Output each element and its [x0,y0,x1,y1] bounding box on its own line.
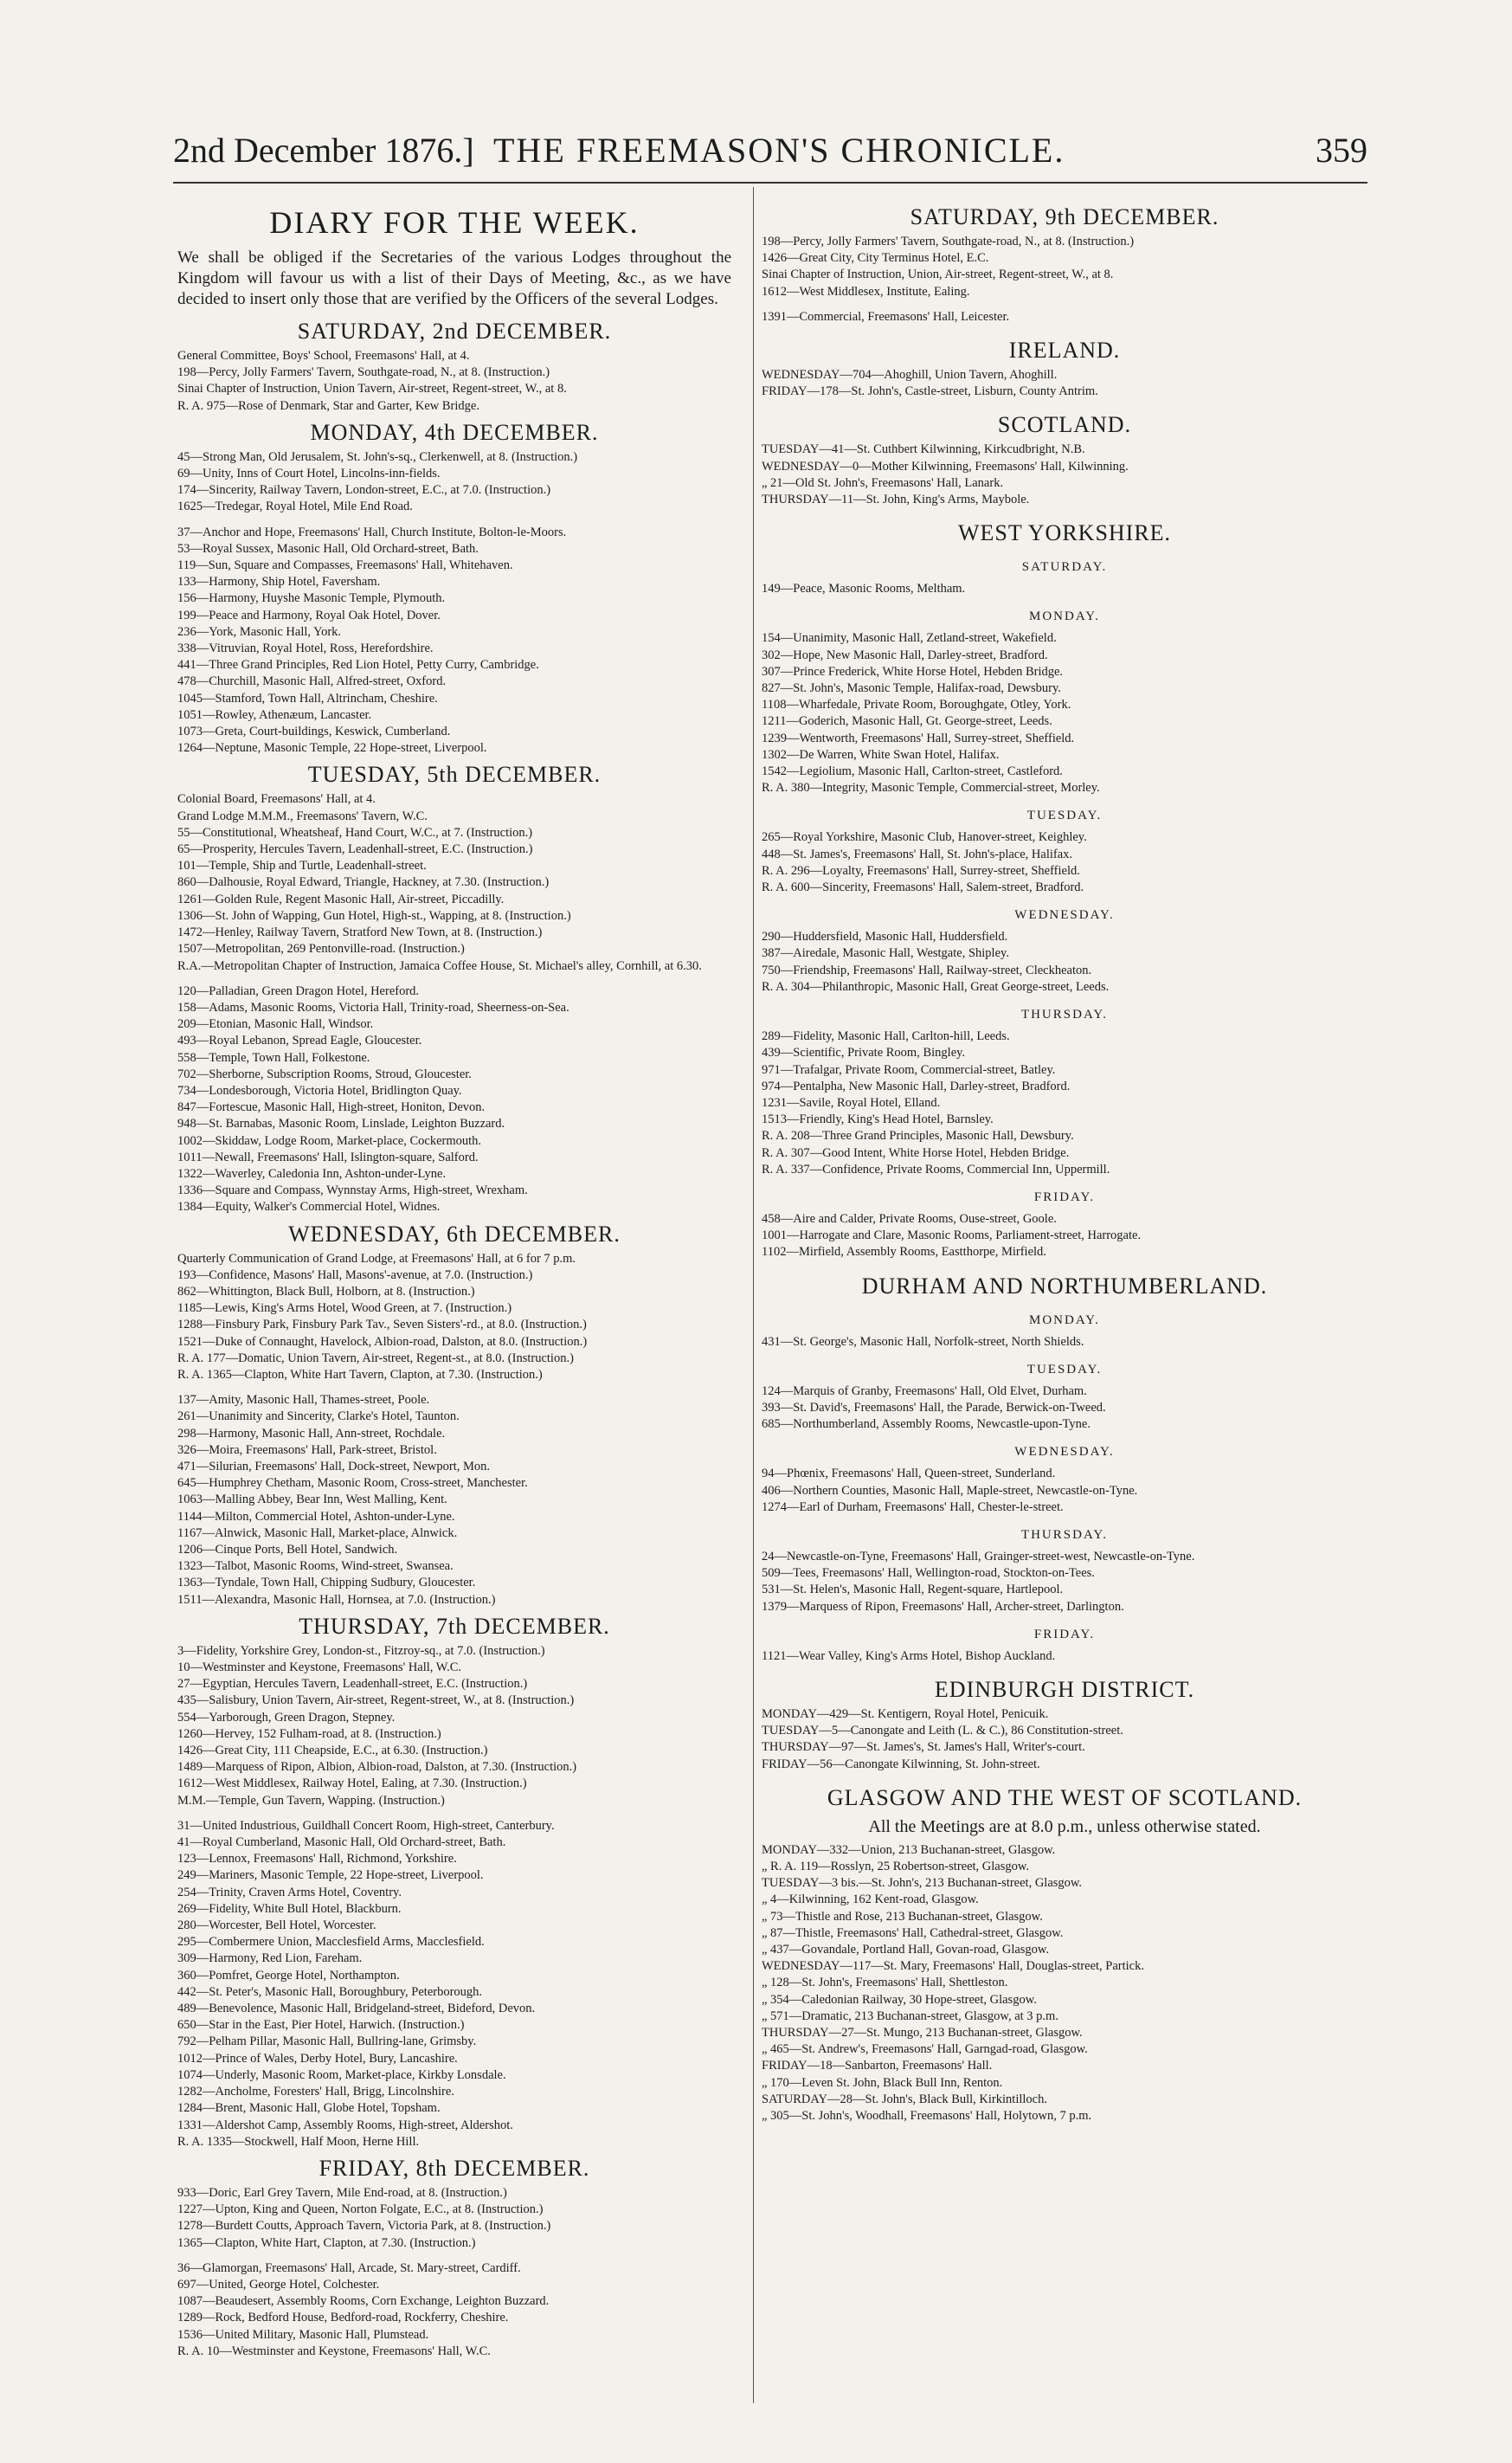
region-heading: WEST YORKSHIRE. [957,520,1172,546]
lodge-entry: 792—Pelham Pillar, Masonic Hall, Bullring-lane, Grimsby. [177,2034,477,2049]
lodge-entry: 254—Trinity, Craven Arms Hotel, Coventry. [177,1885,402,1899]
lodge-entry: R. A. 177—Domatic, Union Tavern, Air-street, Regent-st., at 8.0. (Instruction.) [177,1351,574,1365]
lodge-entry: TUESDAY—3 bis.—St. John's, 213 Buchanan-street, Glasgow. [762,1876,1083,1891]
lodge-entry: 338—Vitruvian, Royal Hotel, Ross, Herefordshire. [177,642,434,656]
lodge-entry: 1231—Savile, Royal Hotel, Elland. [762,1095,941,1110]
lodge-entry: 1206—Cinque Ports, Bell Hotel, Sandwich. [177,1543,398,1557]
lodge-entry: 448—St. James's, Freemasons' Hall, St. John's-place, Halifax. [762,847,1073,861]
lodge-entry: R. A. 337—Confidence, Private Rooms, Commercial Inn, Uppermill. [762,1162,1110,1177]
lodge-entry: 307—Prince Frederick, White Horse Hotel, Hebden Bridge. [762,664,1064,679]
lodge-entry: R. A. 1365—Clapton, White Hart Tavern, Clapton, at 7.30. (Instruction.) [177,1367,543,1382]
lodge-entry: 198—Percy, Jolly Farmers' Tavern, Southgate-road, N., at 8. (Instruction.) [762,235,1135,248]
lodge-entry: 387—Airedale, Masonic Hall, Westgate, Shipley. [762,946,1009,961]
lodge-entry: 154—Unanimity, Masonic Hall, Zetland-street, Wakefield. [762,631,1057,646]
lodge-entry: 1426—Great City, City Terminus Hotel, E.C. [762,251,989,266]
region-heading: SCOTLAND. [997,412,1132,438]
lodge-entry: 862—Whittington, Black Bull, Holborn, at 8. (Instruction.) [177,1284,475,1299]
lodge-entry: 41—Royal Cumberland, Masonic Hall, Old Orchard-street, Bath. [177,1835,506,1850]
lodge-entry: 298—Harmony, Masonic Hall, Ann-street, Rochdale. [177,1426,446,1441]
lodge-entry: 31—United Industrious, Guildhall Concert Room, High-street, Canterbury. [177,1818,555,1833]
lodge-entry: 974—Pentalpha, New Masonic Hall, Darley-street, Bradford. [762,1079,1071,1093]
lodge-entry: R. A. 600—Sincerity, Freemasons' Hall, Salem-street, Bradford. [762,880,1084,895]
lodge-entry: 393—St. David's, Freemasons' Hall, the Parade, Berwick-on-Tweed. [762,1400,1106,1415]
lodge-entry: 24—Newcastle-on-Tyne, Freemasons' Hall, Grainger-street-west, Newcastle-on-Tyne. [762,1549,1195,1564]
group-gap [177,2252,731,2260]
lodge-entry: 1542—Legiolium, Masonic Hall, Carlton-street, Castleford. [762,764,1063,779]
lodge-entry: Sinai Chapter of Instruction, Union Tavern, Air-street, Regent-street, W., at 8. [177,382,567,397]
lodge-entry: 971—Trafalgar, Private Room, Commercial-street, Batley. [762,1062,1056,1077]
lodge-entry: 1087—Beaudesert, Assembly Rooms, Corn Exchange, Leighton Buzzard. [177,2294,550,2309]
lodge-entry: 1511—Alexandra, Masonic Hall, Hornsea, at 7.0. (Instruction.) [177,1592,496,1607]
lodge-entry: 45—Strong Man, Old Jerusalem, St. John's-sq., Clerkenwell, at 8. (Instruction.) [177,449,578,464]
lodge-entry: 156—Harmony, Huyshe Masonic Temple, Plymouth. [177,591,446,606]
lodge-entry: 471—Silurian, Freemasons' Hall, Dock-street, Newport, Mon. [177,1459,491,1473]
lodge-entry: 1063—Malling Abbey, Bear Inn, West Malling, Kent. [177,1493,447,1507]
region-heading: IRELAND. [1008,338,1121,364]
lodge-entry: 478—Churchill, Masonic Hall, Alfred-street, Oxford. [177,674,447,689]
lodge-entry: 1365—Clapton, White Hart, Clapton, at 7.30. (Instruction.) [177,2235,476,2250]
lodge-entry: 493—Royal Lebanon, Spread Eagle, Gloucester. [177,1034,422,1048]
region-heading: EDINBURGH DISTRICT. [934,1676,1195,1702]
lodge-entry: „ 128—St. John's, Freemasons' Hall, Shettleston. [762,1976,1008,1990]
lodge-entry: 1625—Tredegar, Royal Hotel, Mile End Road. [177,500,413,514]
diary-title: DIARY FOR THE WEEK. [269,205,640,240]
left-column [177,192,731,2360]
page-header [173,130,1367,178]
lodge-entry: 124—Marquis of Granby, Freemasons' Hall, Old Elvet, Durham. [762,1383,1087,1398]
lodge-entry: 36—Glamorgan, Freemasons' Hall, Arcade, St. Mary-street, Cardiff. [177,2260,521,2275]
lodge-entry: R. A. 296—Loyalty, Freemasons' Hall, Surrey-street, Sheffield. [762,863,1080,878]
lodge-entry: 1612—West Middlesex, Institute, Ealing. [762,284,970,299]
lodge-entry: 1260—Hervey, 152 Fulham-road, at 8. (Instruction.) [177,1726,441,1741]
header-rule [173,182,1367,184]
lodge-entry: General Committee, Boys' School, Freemasons' Hall, at 4. [177,349,470,363]
lodge-entry: 1102—Mirfield, Assembly Rooms, Eastthorpe, Mirfield. [762,1245,1046,1260]
lodge-entry: Quarterly Communication of Grand Lodge, at Freemasons' Hall, at 6 for 7 p.m. [177,1251,576,1266]
region-heading: DURHAM AND NORTHUMBERLAND. [861,1273,1268,1299]
lodge-entry: „ 465—St. Andrew's, Freemasons' Hall, Garngad-road, Glasgow. [762,2042,1088,2057]
lodge-entry: „ R. A. 119—Rosslyn, 25 Robertson-street, Glasgow. [762,1859,1030,1873]
lodge-entry: 458—Aire and Calder, Private Rooms, Ouse-street, Goole. [762,1211,1057,1226]
lodge-entry: THURSDAY—27—St. Mungo, 213 Buchanan-street, Glasgow. [762,2026,1083,2041]
lodge-entry: 1302—De Warren, White Swan Hotel, Halifax. [762,747,1000,762]
lodge-entry: 442—St. Peter's, Masonic Hall, Boroughbury, Peterborough. [177,1984,483,1999]
lodge-entry: 289—Fidelity, Masonic Hall, Carlton-hill, Leeds. [762,1029,1010,1044]
lodge-entry: 137—Amity, Masonic Hall, Thames-street, Poole. [177,1393,430,1408]
lodge-entry: 1185—Lewis, King's Arms Hotel, Wood Green, at 7. (Instruction.) [177,1301,512,1316]
lodge-entry: 101—Temple, Ship and Turtle, Leadenhall-street. [177,859,427,874]
lodge-entry: TUESDAY—5—Canongate and Leith (L. & C.), 86 Constitution-street. [762,1724,1123,1738]
lodge-entry: 1144—Milton, Commercial Hotel, Ashton-under-Lyne. [177,1509,455,1524]
lodge-entry: 3—Fidelity, Yorkshire Grey, London-st., Fitzroy-sq., at 7.0. (Instruction.) [177,1643,545,1658]
lodge-entry: 133—Harmony, Ship Hotel, Faversham. [177,575,381,590]
intro-paragraph: We shall be obliged if the Secretaries of the various Lodges throughout the Kingdom will favour us with a list of their Days of Meeting, &c., as we have decided to insert only those that are verified by the Officers of the several Lodges. [177,248,731,308]
lodge-entry: 697—United, George Hotel, Colchester. [177,2277,380,2292]
lodge-entry: 295—Combermere Union, Macclesfield Arms, Macclesfield. [177,1935,485,1950]
group-gap [177,516,731,525]
lodge-entry: R. A. 304—Philanthropic, Masonic Hall, Great George-street, Leeds. [762,979,1110,994]
day-heading: TUESDAY, 5th DECEMBER. [307,762,602,788]
lodge-entry: 261—Unanimity and Sincerity, Clarke's Hotel, Taunton. [177,1409,460,1424]
lodge-entry: 435—Salisbury, Union Tavern, Air-street, Regent-street, W., at 8. (Instruction.) [177,1693,575,1708]
lodge-entry: Grand Lodge M.M.M., Freemasons' Tavern, W.C. [177,809,428,823]
lodge-entry: 1363—Tyndale, Town Hall, Chipping Sudbury, Gloucester. [177,1576,476,1590]
lodge-entry: 1001—Harrogate and Clare, Masonic Rooms, Parliament-street, Harrogate. [762,1228,1142,1243]
lodge-entry: „ 170—Leven St. John, Black Bull Inn, Renton. [762,2075,1003,2090]
lodge-entry: 265—Royal Yorkshire, Masonic Club, Hanover-street, Keighley. [762,830,1087,845]
lodge-entry: FRIDAY—56—Canongate Kilwinning, St. John-street. [762,1757,1040,1771]
lodge-entry: „ 4—Kilwinning, 162 Kent-road, Glasgow. [762,1892,979,1907]
lodge-entry: MONDAY—332—Union, 213 Buchanan-street, Glasgow. [762,1842,1056,1857]
lodge-entry: 558—Temple, Town Hall, Folkestone. [177,1050,370,1065]
lodge-entry: 1612—West Middlesex, Railway Hotel, Ealing, at 7.30. (Instruction.) [177,1776,527,1791]
lodge-entry: 302—Hope, New Masonic Hall, Darley-street, Bradford. [762,648,1048,662]
day-subheading: SATURDAY. [1021,560,1108,575]
lodge-entry: 65—Prosperity, Hercules Tavern, Leadenhall-street, E.C. (Instruction.) [177,842,533,857]
lodge-entry: 199—Peace and Harmony, Royal Oak Hotel, Dover. [177,608,441,622]
lodge-entry: 1261—Golden Rule, Regent Masonic Hall, Air-street, Piccadilly. [177,892,505,906]
lodge-entry: 933—Doric, Earl Grey Tavern, Mile End-road, at 8. (Instruction.) [177,2185,507,2200]
lodge-entry: „ 437—Govandale, Portland Hall, Govan-road, Glasgow. [762,1943,1050,1957]
lodge-entry: 1264—Neptune, Masonic Temple, 22 Hope-street, Liverpool. [177,741,487,756]
lodge-entry: 198—Percy, Jolly Farmers' Tavern, Southgate-road, N., at 8. (Instruction.) [177,365,550,380]
lodge-entry: 1306—St. John of Wapping, Gun Hotel, High-st., Wapping, at 8. (Instruction.) [177,908,571,923]
lodge-entry: 1002—Skiddaw, Lodge Room, Market-place, Cockermouth. [177,1133,482,1148]
lodge-entry: 734—Londesborough, Victoria Hotel, Bridlington Quay. [177,1083,462,1098]
lodge-entry: 650—Star in the East, Pier Hotel, Harwich. (Instruction.) [177,2018,465,2033]
page-number: 359 [1316,131,1367,170]
lodge-entry: 1336—Square and Compass, Wynnstay Arms, High-street, Wrexham. [177,1183,528,1198]
lodge-entry: WEDNESDAY—704—Ahoghill, Union Tavern, Ahoghill. [762,368,1058,383]
lodge-entry: 406—Northern Counties, Masonic Hall, Maple-street, Newcastle-on-Tyne. [762,1483,1138,1498]
lodge-entry: WEDNESDAY—117—St. Mary, Freemasons' Hall, Douglas-street, Partick. [762,1959,1144,1974]
lodge-entry: 37—Anchor and Hope, Freemasons' Hall, Church Institute, Bolton-le-Moors. [177,525,567,539]
left-sections [177,317,731,2360]
region-heading: SATURDAY, 9th DECEMBER. [910,204,1219,229]
lodge-entry: „ 21—Old St. John's, Freemasons' Hall, Lanark. [762,475,1004,490]
lodge-entry: 431—St. George's, Masonic Hall, Norfolk-street, North Shields. [762,1334,1084,1349]
meetings-note: All the Meetings are at 8.0 p.m., unless otherwise stated. [868,1816,1261,1836]
lodge-entry: 860—Dalhousie, Royal Edward, Triangle, Hackney, at 7.30. (Instruction.) [177,875,550,890]
lodge-entry: 1074—Underly, Masonic Room, Market-place, Kirkby Lonsdale. [177,2067,506,2082]
lodge-entry: 27—Egyptian, Hercules Tavern, Leadenhall-street, E.C. (Instruction.) [177,1677,528,1692]
lodge-entry: 702—Sherborne, Subscription Rooms, Stroud, Gloucester. [177,1067,472,1081]
lodge-entry: „ 73—Thistle and Rose, 213 Buchanan-street, Glasgow. [762,1909,1043,1924]
lodge-entry: 827—St. John's, Masonic Temple, Halifax-road, Dewsbury. [762,681,1061,696]
lodge-entry: 326—Moira, Freemasons' Hall, Park-street, Bristol. [177,1442,437,1457]
lodge-entry: 645—Humphrey Chetham, Masonic Room, Cross-street, Manchester. [177,1476,528,1491]
lodge-entry: 509—Tees, Freemasons' Hall, Wellington-road, Stockton-on-Tees. [762,1566,1095,1581]
lodge-entry: „ 305—St. John's, Woodhall, Freemasons' Hall, Holytown, 7 p.m. [762,2109,1092,2124]
lodge-entry: R. A. 1335—Stockwell, Half Moon, Herne Hill. [177,2134,420,2149]
lodge-entry: 1167—Alnwick, Masonic Hall, Market-place, Alnwick. [177,1525,458,1540]
lodge-entry: 489—Benevolence, Masonic Hall, Bridgeland-street, Bideford, Devon. [177,2002,536,2016]
lodge-entry: 1278—Burdett Coutts, Approach Tavern, Victoria Park, at 8. (Instruction.) [177,2219,551,2234]
lodge-entry: 309—Harmony, Red Lion, Fareham. [177,1951,363,1966]
lodge-entry: 1507—Metropolitan, 269 Pentonville-road. (Instruction.) [177,942,465,957]
lodge-entry: 1121—Wear Valley, King's Arms Hotel, Bishop Auckland. [762,1648,1056,1663]
group-gap [177,975,731,983]
lodge-entry: 174—Sincerity, Railway Tavern, London-street, E.C., at 7.0. (Instruction.) [177,483,551,498]
day-subheading: FRIDAY. [1033,1627,1096,1641]
group-gap [177,1809,731,1818]
lodge-entry: FRIDAY—178—St. John's, Castle-street, Lisburn, County Antrim. [762,384,1098,399]
lodge-entry: 1426—Great City, 111 Cheapside, E.C., at 6.30. (Instruction.) [177,1744,488,1758]
lodge-entry: 1384—Equity, Walker's Commercial Hotel, Widnes. [177,1200,441,1215]
lodge-entry: 1323—Talbot, Masonic Rooms, Wind-street, Swansea. [177,1559,454,1574]
column-divider [753,187,754,2403]
lodge-entry: R. A. 380—Integrity, Masonic Temple, Commercial-street, Morley. [762,781,1100,796]
lodge-entry: „ 354—Caledonian Railway, 30 Hope-street, Glasgow. [762,1992,1037,2007]
lodge-entry: 1051—Rowley, Athenæum, Lancaster. [177,707,372,722]
lodge-entry: MONDAY—429—St. Kentigern, Royal Hotel, Penicuik. [762,1706,1049,1721]
lodge-entry: 149—Peace, Masonic Rooms, Meltham. [762,582,966,596]
lodge-entry: 1012—Prince of Wales, Derby Hotel, Bury, Lancashire. [177,2051,458,2066]
lodge-entry: 1011—Newall, Freemasons' Hall, Islington-square, Salford. [177,1150,479,1164]
lodge-entry: THURSDAY—97—St. James's, St. James's Hall, Writer's-court. [762,1740,1085,1755]
lodge-entry: R.A.—Metropolitan Chapter of Instruction, Jamaica Coffee House, St. Michael's alley, Cornhill, at 6.30. [177,958,702,973]
lodge-entry: 1536—United Military, Masonic Hall, Plumstead. [177,2327,429,2342]
lodge-entry: 439—Scientific, Private Room, Bingley. [762,1046,966,1061]
day-subheading: WEDNESDAY. [1014,908,1115,923]
day-subheading: MONDAY. [1029,609,1100,624]
day-heading: WEDNESDAY, 6th DECEMBER. [288,1221,621,1247]
group-gap [177,1383,731,1392]
lodge-entry: TUESDAY—41—St. Cuthbert Kilwinning, Kirkcudbright, N.B. [762,442,1085,457]
right-column [762,192,1367,2124]
day-subheading: THURSDAY. [1020,1527,1109,1542]
lodge-entry: „ 571—Dramatic, 213 Buchanan-street, Glasgow, at 3 p.m. [762,2008,1058,2023]
lodge-entry: 685—Northumberland, Assembly Rooms, Newcastle-upon-Tyne. [762,1417,1091,1432]
lodge-entry: R. A. 975—Rose of Denmark, Star and Garter, Kew Bridge. [177,398,479,413]
lodge-entry: 1227—Upton, King and Queen, Norton Folgate, E.C., at 8. (Instruction.) [177,2202,544,2217]
day-subheading: THURSDAY. [1020,1008,1109,1022]
lodge-entry: 1322—Waverley, Caledonia Inn, Ashton-under-Lyne. [177,1166,447,1181]
lodge-entry: 1108—Wharfedale, Private Room, Boroughgate, Otley, York. [762,698,1071,712]
day-heading: SATURDAY, 2nd DECEMBER. [297,319,612,344]
lodge-entry: 948—St. Barnabas, Masonic Room, Linslade, Leighton Buzzard. [177,1117,505,1132]
lodge-entry: 53—Royal Sussex, Masonic Hall, Old Orchard-street, Bath. [177,541,479,556]
lodge-entry: 69—Unity, Inns of Court Hotel, Lincolns-inn-fields. [177,467,441,481]
lodge-entry: M.M.—Temple, Gun Tavern, Wapping. (Instruction.) [177,1793,445,1808]
day-subheading: MONDAY. [1029,1312,1100,1327]
day-heading: THURSDAY, 7th DECEMBER. [299,1613,610,1639]
lodge-entry: 290—Huddersfield, Masonic Hall, Huddersfield. [762,930,1008,945]
lodge-entry: Sinai Chapter of Instruction, Union, Air-street, Regent-street, W., at 8. [762,268,1114,282]
lodge-entry: 1521—Duke of Connaught, Havelock, Albion-road, Dalston, at 8.0. (Instruction.) [177,1334,588,1349]
issue-date: 2nd December 1876.] [173,131,474,170]
lodge-entry: 1288—Finsbury Park, Finsbury Park Tav., Seven Sisters'-rd., at 8.0. (Instruction.) [177,1318,587,1332]
day-heading: MONDAY, 4th DECEMBER. [310,419,599,445]
lodge-entry: 441—Three Grand Principles, Red Lion Hotel, Petty Curry, Cambridge. [177,658,539,673]
lodge-entry: 1513—Friendly, King's Head Hotel, Barnsley. [762,1112,994,1127]
day-subheading: WEDNESDAY. [1014,1445,1115,1460]
lodge-entry: 1282—Ancholme, Foresters' Hall, Brigg, Lincolnshire. [177,2085,454,2099]
region-heading: GLASGOW AND THE WEST OF SCOTLAND. [827,1784,1303,1810]
lodge-entry: R. A. 307—Good Intent, White Horse Hotel, Hebden Bridge. [762,1145,1070,1160]
lodge-entry: 236—York, Masonic Hall, York. [177,624,342,639]
lodge-entry: 209—Etonian, Masonic Hall, Windsor. [177,1017,374,1032]
lodge-entry: 280—Worcester, Bell Hotel, Worcester. [177,1918,376,1933]
lodge-entry: 1489—Marquess of Ripon, Albion, Albion-road, Dalston, at 7.30. (Instruction.) [177,1760,577,1775]
lodge-entry: 1391—Commercial, Freemasons' Hall, Leicester. [762,309,1010,324]
lodge-entry: Colonial Board, Freemasons' Hall, at 4. [177,792,376,807]
lodge-entry: SATURDAY—28—St. John's, Black Bull, Kirkintilloch. [762,2092,1047,2106]
lodge-entry: „ 87—Thistle, Freemasons' Hall, Cathedral-street, Glasgow. [762,1925,1064,1940]
lodge-entry: 193—Confidence, Masons' Hall, Masons'-avenue, at 7.0. (Instruction.) [177,1267,533,1282]
day-subheading: TUESDAY. [1026,809,1103,823]
lodge-entry: 119—Sun, Square and Compasses, Freemasons' Hall, Whitehaven. [177,558,513,573]
publication-title: THE FREEMASON'S CHRONICLE. [493,131,1065,170]
day-heading: FRIDAY, 8th DECEMBER. [318,2155,590,2181]
lodge-entry: 123—Lennox, Freemasons' Hall, Richmond, Yorkshire. [177,1852,457,1867]
lodge-entry: R. A. 10—Westminster and Keystone, Freemasons' Hall, W.C. [177,2344,491,2358]
lodge-entry: 1045—Stamford, Town Hall, Altrincham, Cheshire. [177,691,438,706]
lodge-entry: 750—Friendship, Freemasons' Hall, Railway-street, Cleckheaton. [762,963,1092,977]
lodge-entry: 158—Adams, Masonic Rooms, Victoria Hall, Trinity-road, Sheerness-on-Sea. [177,1000,569,1015]
lodge-entry: 847—Fortescue, Masonic Hall, High-street, Honiton, Devon. [177,1100,486,1115]
right-sections [762,203,1367,2124]
lodge-entry: 269—Fidelity, White Bull Hotel, Blackburn. [177,1901,402,1916]
lodge-entry: 1331—Aldershot Camp, Assembly Rooms, High-street, Aldershot. [177,2118,513,2132]
lodge-entry: 94—Phœnix, Freemasons' Hall, Queen-street, Sunderland. [762,1467,1056,1481]
lodge-entry: 554—Yarborough, Green Dragon, Stepney. [177,1710,396,1725]
lodge-entry: 1379—Marquess of Ripon, Freemasons' Hall, Archer-street, Darlington. [762,1599,1124,1614]
lodge-entry: 1274—Earl of Durham, Freemasons' Hall, Chester-le-street. [762,1499,1064,1514]
day-subheading: FRIDAY. [1033,1190,1096,1204]
lodge-entry: R. A. 208—Three Grand Principles, Masonic Hall, Dewsbury. [762,1129,1074,1144]
lodge-entry: 1289—Rock, Bedford House, Bedford-road, Rockferry, Cheshire. [177,2311,509,2325]
lodge-entry: THURSDAY—11—St. John, King's Arms, Maybole. [762,493,1030,507]
lodge-entry: 531—St. Helen's, Masonic Hall, Regent-square, Hartlepool. [762,1583,1064,1597]
lodge-entry: 249—Mariners, Masonic Temple, 22 Hope-street, Liverpool. [177,1868,484,1883]
lodge-entry: 10—Westminster and Keystone, Freemasons' Hall, W.C. [177,1660,462,1675]
lodge-entry: 1239—Wentworth, Freemasons' Hall, Surrey-street, Sheffield. [762,731,1075,745]
lodge-entry: 1284—Brent, Masonic Hall, Globe Hotel, Topsham. [177,2101,441,2116]
entry-gap [762,300,1367,309]
lodge-entry: WEDNESDAY—0—Mother Kilwinning, Freemasons' Hall, Kilwinning. [762,459,1129,474]
lodge-entry: 1073—Greta, Court-buildings, Keswick, Cumberland. [177,725,451,739]
lodge-entry: 1472—Henley, Railway Tavern, Stratford New Town, at 8. (Instruction.) [177,925,543,940]
day-subheading: TUESDAY. [1026,1362,1103,1377]
lodge-entry: 55—Constitutional, Wheatsheaf, Hand Court, W.C., at 7. (Instruction.) [177,825,533,840]
lodge-entry: FRIDAY—18—Sanbarton, Freemasons' Hall. [762,2059,993,2073]
lodge-entry: 360—Pomfret, George Hotel, Northampton. [177,1968,400,1983]
lodge-entry: 120—Palladian, Green Dragon Hotel, Hereford. [177,983,420,998]
lodge-entry: 1211—Goderich, Masonic Hall, Gt. George-street, Leeds. [762,714,1052,729]
